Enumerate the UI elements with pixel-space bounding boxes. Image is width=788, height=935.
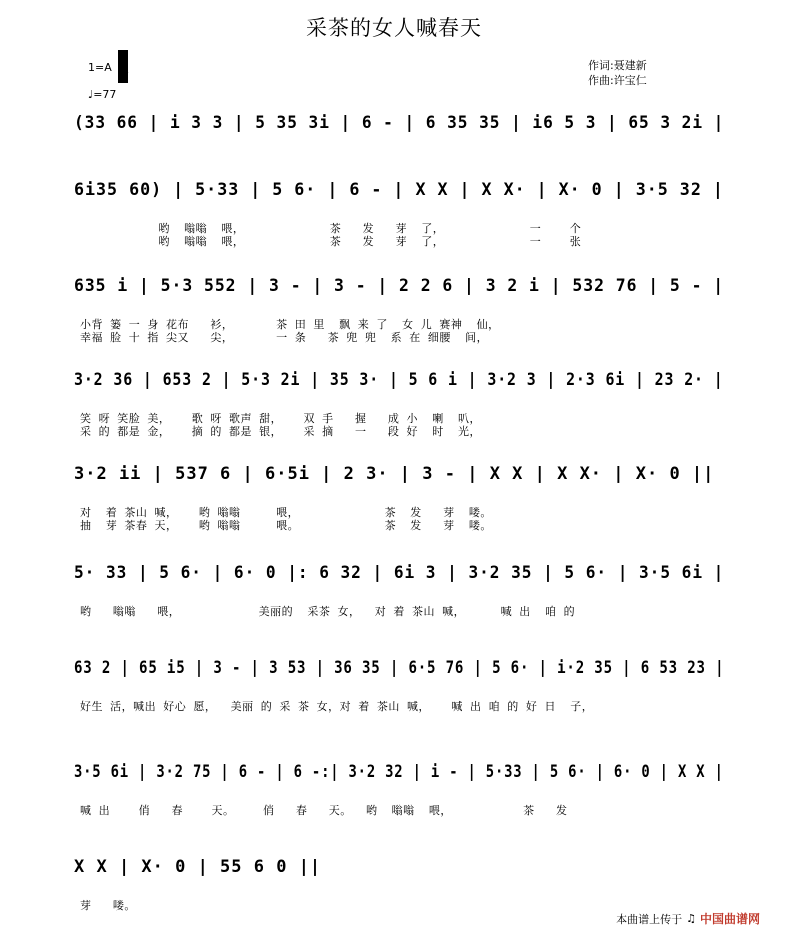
key-signature: 1=A xyxy=(88,61,112,74)
lyric-line: 幸福 脸 十 指 尖又 尖， 一 条 茶 兜 兜 系 在 细腰 间， xyxy=(80,331,489,344)
notation-row xyxy=(74,756,724,796)
lyric-line: 采 的 都是 金， 摘 的 都是 银， 采 摘 一 段 好 时 光， xyxy=(80,425,481,438)
notation-row xyxy=(74,557,724,597)
lyric-line: 哟 嗡嗡 喂， 美丽的 采茶 女， 对 着 茶山 喊， 喊 出 咱 的 xyxy=(80,605,576,618)
notation-row xyxy=(74,364,724,404)
jianpu-notes: (33 66 | i 3 3 | 5 35 3i | 6 - | 6 35 35 | i6 5 3 | 65 3 2i | xyxy=(74,113,725,133)
lyric-line: 哟 嗡嗡 喂， 茶 发 芽 了， 一 个 xyxy=(80,222,582,235)
site-name: 中国曲谱网 xyxy=(699,912,760,926)
footer-text: 本曲谱上传于 xyxy=(616,912,683,926)
jianpu-notes: 3·2 ii | 537 6 | 6·5i | 2 3· | 3 - | X X | X X· | X· 0 || xyxy=(74,464,715,484)
jianpu-notes: 3·2 36 | 653 2 | 5·3 2i | 35 3· | 5 6 i | 3·2 3 | 2·3 6i | 23 2· | xyxy=(74,370,724,390)
lyricist: 作词:聂建新 xyxy=(588,59,647,72)
quarter-note-icon: ♩ xyxy=(88,88,94,101)
lyric-line: 笑 呀 笑脸 美， 歌 呀 歌声 甜， 双 手 握 成 小 喇 叭， xyxy=(80,412,481,425)
jianpu-notes: 3·5 6i | 3·2 75 | 6 - | 6 -:| 3·2 32 | i - | 5·33 | 5 6· | 6· 0 | X X | xyxy=(74,762,724,782)
lyric-line: 哟 嗡嗡 喂， 茶 发 芽 了， 一 张 xyxy=(80,235,582,248)
lyric-line: 小背 篓 一 身 花布 衫， 茶 田 里 飘 来 了 女 儿 赛神 仙， xyxy=(80,318,500,331)
footer-credit xyxy=(616,910,760,927)
song-title: 采茶的女人喊春天 xyxy=(306,16,482,40)
notation-row xyxy=(74,851,724,891)
jianpu-notes: 5· 33 | 5 6· | 6· 0 |: 6 32 | 6i 3 | 3·2 35 | 5 6· | 3·5 6i | xyxy=(74,563,725,583)
jianpu-notes: 63 2 | 65 i5 | 3 - | 3 53 | 36 35 | 6·5 76 | 5 6· | i·2 35 | 6 53 23 | xyxy=(74,658,725,678)
notation-row xyxy=(74,270,724,310)
lyric-line: 芽 喽。 xyxy=(80,899,136,912)
lyric-line: 抽 芽 茶春 天， 哟 嗡嗡 喂。 茶 发 芽 喽。 xyxy=(80,519,492,532)
tempo-marking: ♩=77 xyxy=(88,88,117,101)
jianpu-notes: X X | X· 0 | 55 6 0 || xyxy=(74,857,322,877)
notation-row xyxy=(74,652,724,692)
site-logo-icon: ♫ xyxy=(686,912,696,925)
notation-row xyxy=(74,174,724,214)
lyric-line: 喊 出 俏 春 天。 俏 春 天。 哟 嗡嗡 喂， 茶 发 xyxy=(80,804,568,817)
lyric-line: 对 着 茶山 喊， 哟 嗡嗡 喂， 茶 发 芽 喽。 xyxy=(80,506,492,519)
jianpu-notes: 635 i | 5·3 552 | 3 - | 3 - | 2 2 6 | 3 2 i | 532 76 | 5 - | xyxy=(74,276,725,296)
notation-row xyxy=(74,107,724,147)
composer: 作曲:许宝仁 xyxy=(588,74,647,87)
notation-row xyxy=(74,458,724,498)
credits xyxy=(588,58,708,88)
time-signature xyxy=(118,50,132,78)
lyric-line: 好生 活，喊出 好心 愿， 美丽 的 采 茶 女，对 着 茶山 喊， 喊 出 咱 的 好 日 子， xyxy=(80,700,594,713)
jianpu-notes: 6i35 60) | 5·33 | 5 6· | 6 - | X X | X X· | X· 0 | 3·5 32 | xyxy=(74,180,724,200)
